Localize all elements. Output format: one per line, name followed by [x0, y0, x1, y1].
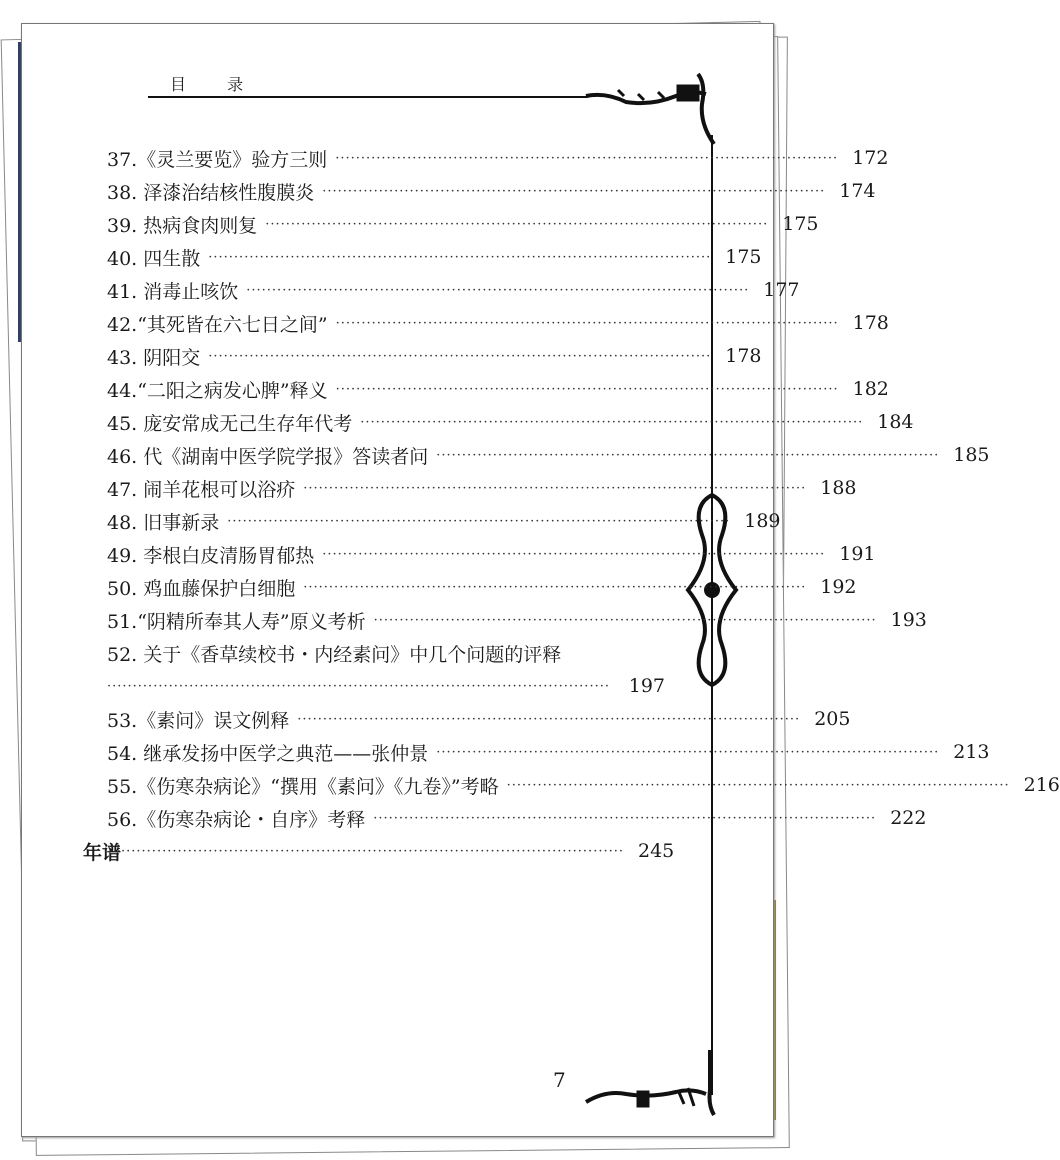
toc-entry[interactable] — [107, 308, 889, 338]
dot-leader: ·································································································· — [360, 414, 864, 430]
dot-leader: ·································································································· — [208, 348, 712, 364]
entry-page: 213 — [953, 741, 990, 763]
entry-title: 54. 继承发扬中医学之典范——张仲景 — [107, 742, 429, 765]
entry-page: 193 — [890, 609, 927, 631]
entry-page: 197 — [628, 675, 665, 697]
entry-page: 182 — [852, 378, 889, 400]
entry-title: 50. 鸡血藤保护白细胞 — [107, 577, 296, 600]
entry-page: 189 — [744, 510, 781, 532]
entry-title: 49. 李根白皮清肠胃郁热 — [107, 544, 315, 567]
dot-leader: ·································································································· — [107, 678, 610, 694]
entry-title: 52. 关于《香草续校书・内经素问》中几个问题的评释 — [107, 643, 562, 666]
toc-entry[interactable] — [107, 770, 1060, 800]
entry-page: 192 — [820, 576, 857, 598]
entry-title: 53.《素问》误文例释 — [107, 709, 290, 732]
dot-leader: ·································································································· — [322, 183, 826, 199]
dot-leader: ·································································································· — [335, 381, 839, 397]
entry-page: 177 — [763, 279, 800, 301]
dot-leader: ·································································································· — [297, 711, 801, 727]
entry-title: 56.《伤寒杂病论・自序》考释 — [107, 808, 366, 831]
page-number: 7 — [553, 1068, 566, 1092]
entry-page: 222 — [890, 807, 927, 829]
entry-title: 48. 旧事新录 — [107, 511, 220, 534]
toc-entry[interactable] — [107, 143, 889, 173]
entry-title: 55.《伤寒杂病论》“撰用《素问》《九卷》”考略 — [107, 775, 499, 798]
toc-entry[interactable] — [107, 605, 927, 635]
entry-title: 38. 泽漆治结核性腹膜炎 — [107, 181, 315, 204]
dot-leader: ·································································································· — [373, 810, 877, 826]
entry-page: 245 — [637, 840, 675, 862]
toc-entry[interactable] — [107, 737, 990, 767]
toc-entry[interactable] — [107, 572, 857, 602]
entry-title: 45. 庞安常成无己生存年代考 — [107, 412, 353, 435]
dot-leader: ·································································································· — [506, 777, 1010, 793]
entry-title: 44.“二阳之病发心脾”释义 — [107, 379, 328, 402]
entry-page: 178 — [852, 312, 889, 334]
entry-title: 39. 热病食肉则复 — [107, 214, 258, 237]
dot-leader: ·································································································· — [335, 150, 839, 166]
entry-page: 188 — [820, 477, 857, 499]
dot-leader: ·································································································· — [227, 513, 731, 529]
dot-leader: ·································································································· — [436, 447, 940, 463]
toc-entry[interactable] — [107, 242, 762, 272]
entry-title: 41. 消毒止咳饮 — [107, 280, 239, 303]
header-rule — [148, 96, 588, 98]
entry-title: 37.《灵兰要览》验方三则 — [107, 148, 328, 171]
entry-page: 216 — [1023, 774, 1060, 796]
toc-entry[interactable] — [107, 638, 665, 668]
entry-page: 174 — [839, 180, 876, 202]
entry-page: 185 — [953, 444, 990, 466]
entry-title: 47. 闹羊花根可以浴疥 — [107, 478, 296, 501]
toc-entry[interactable] — [107, 275, 800, 305]
dot-leader: ·································································································· — [436, 744, 940, 760]
entry-title: 43. 阴阳交 — [107, 346, 201, 369]
entry-page: 178 — [725, 345, 762, 367]
dot-leader: ·································································································· — [265, 216, 769, 232]
entry-page: 184 — [877, 411, 914, 433]
toc-entry[interactable] — [107, 209, 819, 239]
toc-entry[interactable] — [107, 176, 876, 206]
dot-leader: ·································································································· — [335, 315, 839, 331]
dot-leader: ·································································································· — [322, 546, 826, 562]
entry-title: 46. 代《湖南中医学院学报》答读者问 — [107, 445, 429, 468]
entry-title: 年谱 — [83, 841, 122, 864]
entry-page: 175 — [725, 246, 762, 268]
toc-entry[interactable] — [107, 704, 851, 734]
toc-entry[interactable] — [107, 374, 889, 404]
entry-title: 51.“阴精所奉其人寿”原义考析 — [107, 610, 366, 633]
toc-entry[interactable] — [107, 506, 781, 536]
dot-leader: ·································································································· — [373, 612, 877, 628]
dot-leader: ·································································································· — [246, 282, 750, 298]
toc-entry-chronology[interactable] — [83, 836, 675, 866]
toc-entry[interactable] — [107, 440, 990, 470]
dot-leader: ·································································································· — [303, 579, 807, 595]
toc-entry[interactable] — [107, 407, 914, 437]
entry-title: 40. 四生散 — [107, 247, 201, 270]
toc-entry[interactable] — [107, 539, 876, 569]
corner-ornament-icon — [578, 68, 723, 148]
toc-entry[interactable] — [107, 473, 857, 503]
toc-entry[interactable] — [107, 341, 762, 371]
dot-leader: ·································································································· — [121, 843, 624, 859]
corner-ornament-icon — [578, 1040, 723, 1120]
entry-page: 175 — [782, 213, 819, 235]
dot-leader: ·································································································· — [303, 480, 807, 496]
toc-entry[interactable] — [107, 803, 927, 833]
entry-page: 191 — [839, 543, 876, 565]
page-header: 目 录 — [170, 75, 262, 94]
entry-page: 205 — [814, 708, 851, 730]
entry-page: 172 — [852, 147, 889, 169]
toc-entry-continuation[interactable] — [107, 671, 665, 701]
dot-leader: ·································································································· — [208, 249, 712, 265]
entry-title: 42.“其死皆在六七日之间” — [107, 313, 328, 336]
